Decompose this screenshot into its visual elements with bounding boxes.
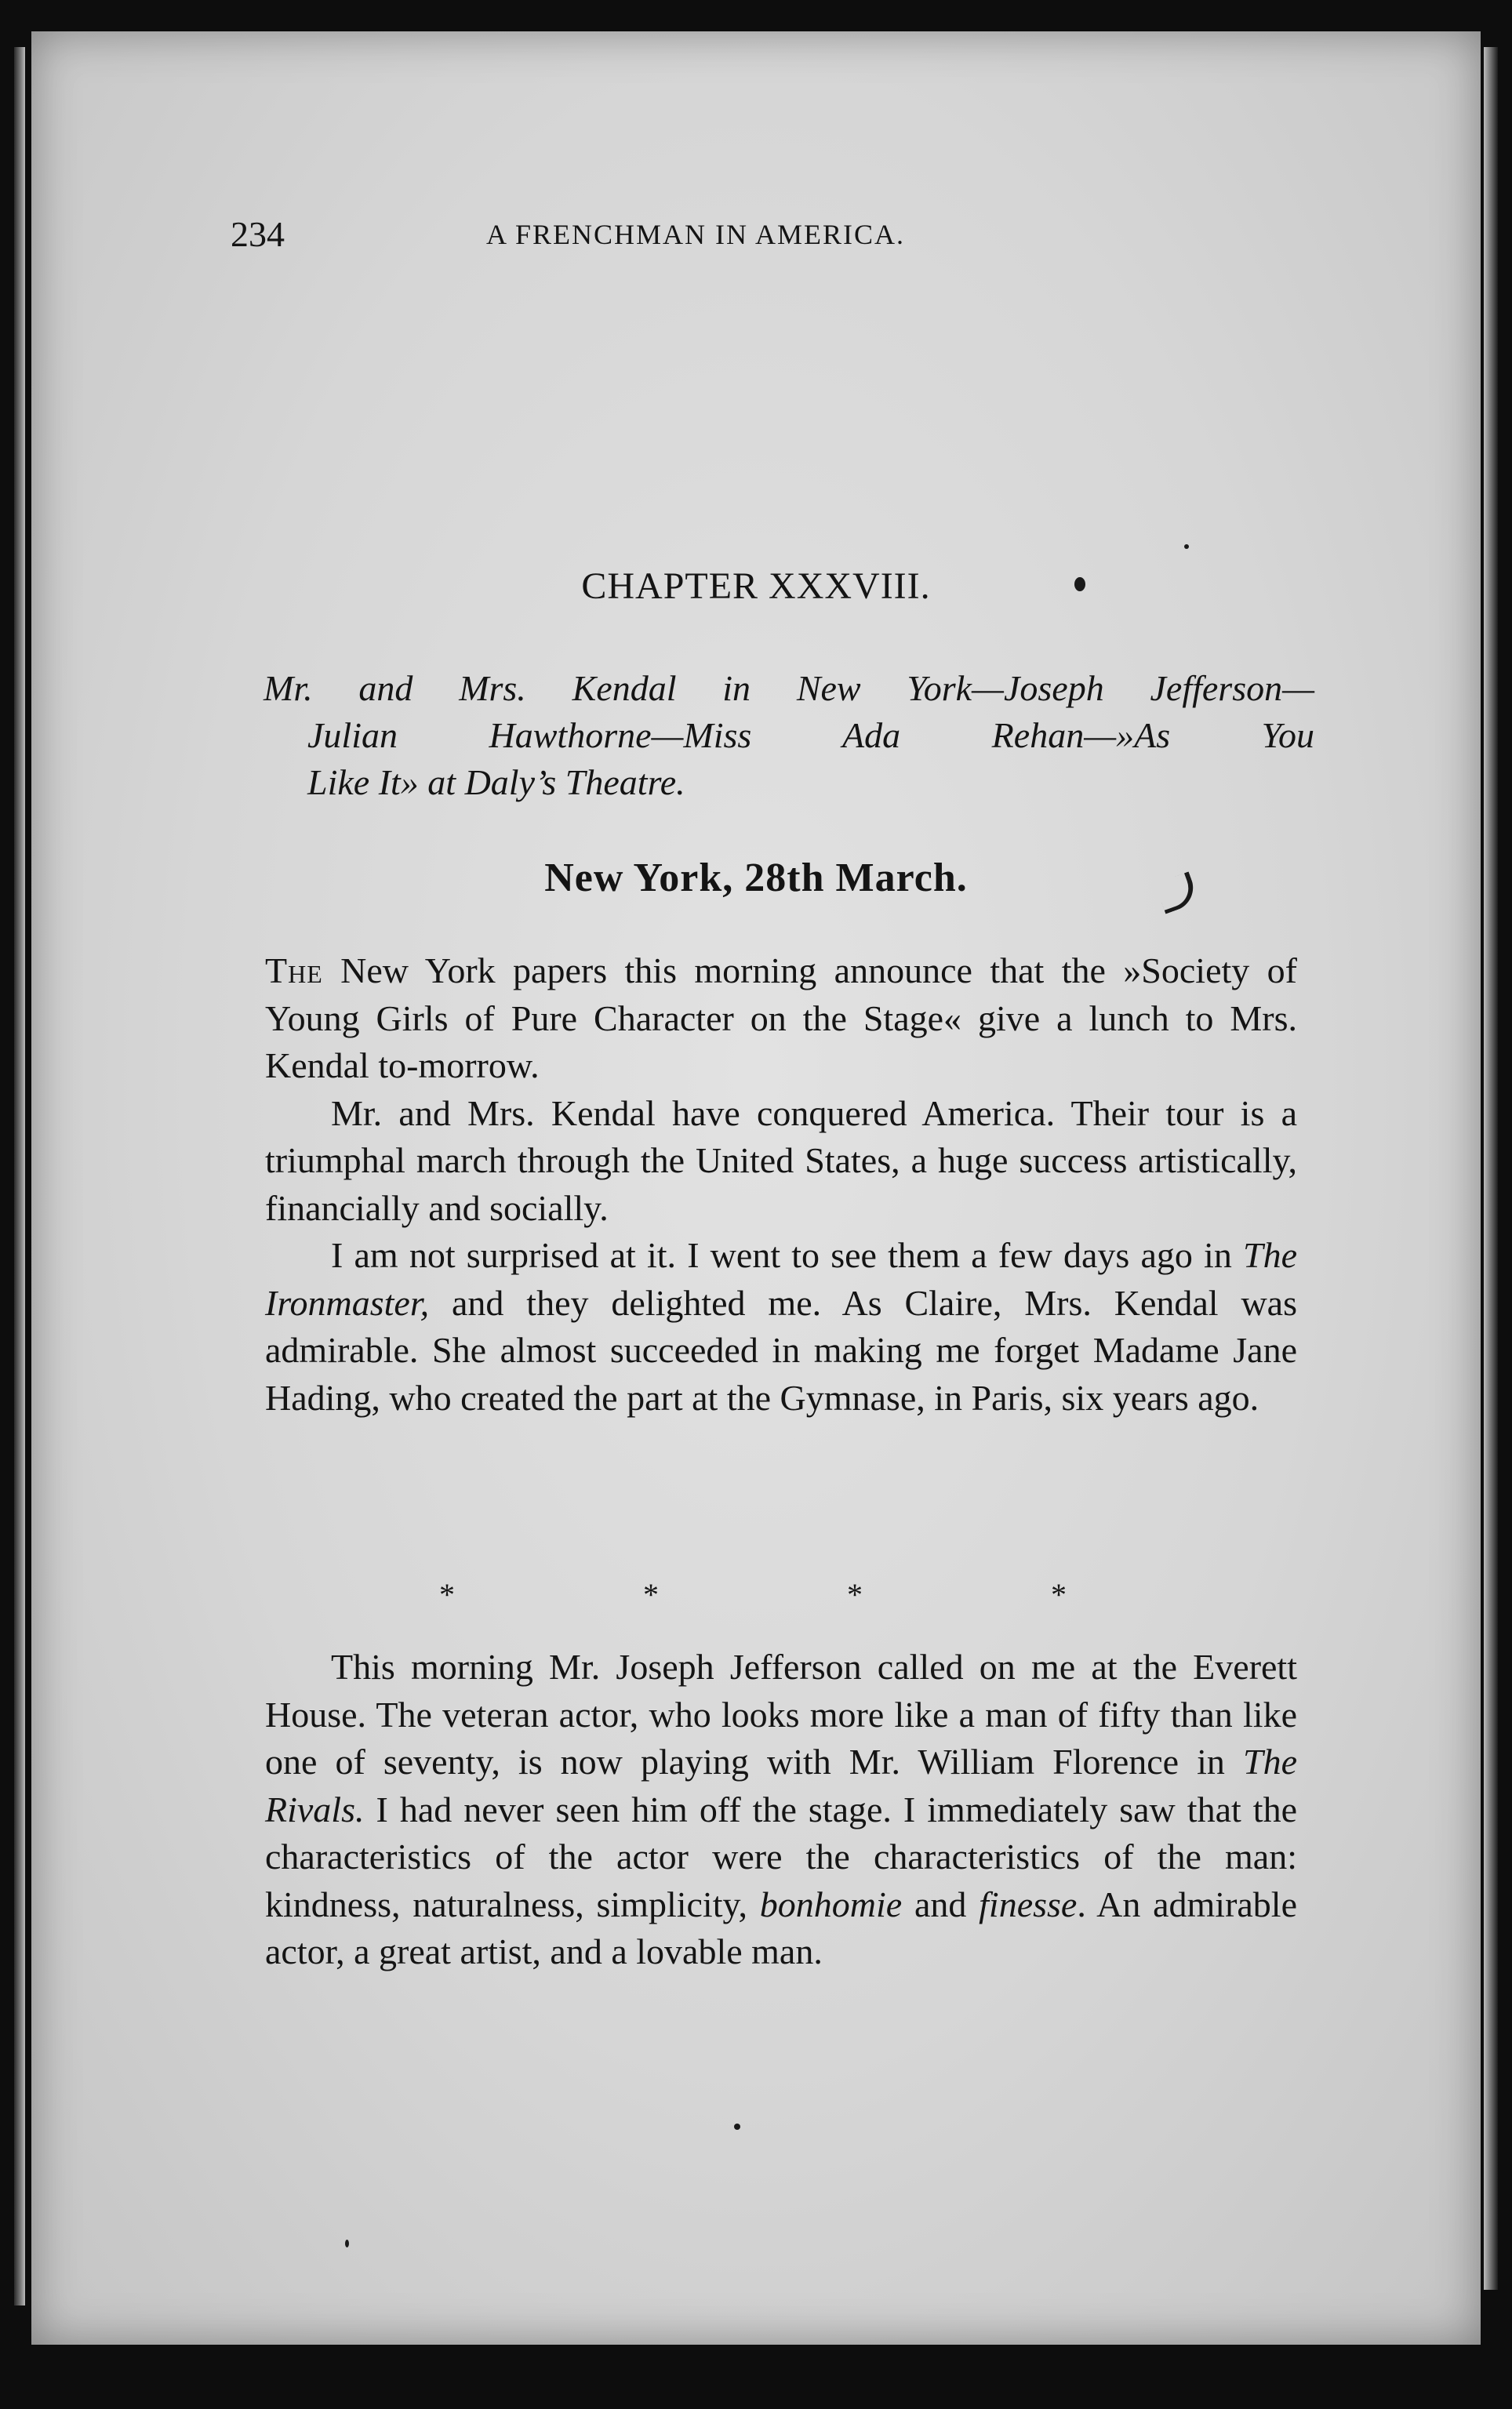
running-head [231, 213, 1093, 260]
asterisk: * [847, 1577, 863, 1612]
ink-speck [734, 2124, 740, 2130]
synopsis-line: Like It» at Daly’s Theatre. [307, 762, 685, 802]
running-title: A FRENCHMAN IN AMERICA. [486, 219, 906, 250]
paragraph: Mr. and Mrs. Kendal have conquered America. Their tour is a triumphal march through the United States, a huge success artistically, financially and socially. [265, 1092, 1297, 1228]
ink-speck [1074, 577, 1085, 591]
italic-title: The Rivals. [265, 1742, 1297, 1829]
body-section-2 [265, 1644, 1297, 1976]
asterisk: * [439, 1577, 455, 1612]
ink-speck [345, 2240, 349, 2247]
paragraph-text: This morning Mr. Joseph Jefferson called on me at the Everett House. The veteran actor, who looks more like a man of fifty than like one of seventy, is now playing with Mr. William Florence in [265, 1647, 1297, 1782]
paragraph-text: . An admirable actor, a great artist, and a lovable man. [265, 1884, 1297, 1971]
page-edge-right [1484, 47, 1498, 2290]
page-number: 234 [231, 214, 285, 254]
paragraph-text: New York papers this morning announce that the »Society of Young Girls of Pure Character on the Stage« give a lunch to Mrs. Kendal to-morrow. [265, 950, 1297, 1085]
chapter-title: CHAPTER XXXVIII. [581, 565, 931, 607]
synopsis-line: Julian Hawthorne—Miss Ada Rehan—»As You [307, 715, 1314, 755]
paragraph [265, 1232, 1297, 1422]
italic-title: The Ironmaster, [265, 1235, 1297, 1323]
paragraph [265, 1644, 1297, 1976]
chapter-synopsis [264, 665, 1314, 806]
ink-speck [1184, 544, 1189, 549]
paragraph-text: I had never seen him off the stage. I immediately saw that the characteristics of the actor were the characteristics of the man: kindness, naturalness, simplicity, [265, 1789, 1297, 1924]
paragraph-lead: The [265, 950, 323, 990]
paragraph [265, 947, 1297, 1090]
page-edge-left [14, 47, 25, 2305]
asterisk: * [643, 1577, 659, 1612]
paragraph-text: and [902, 1884, 980, 1924]
section-separator [439, 1576, 1067, 1613]
paragraph-text: I am not surprised at it. I went to see them a few days ago in [331, 1235, 1243, 1275]
asterisk: * [1051, 1577, 1067, 1612]
synopsis-line: Mr. and Mrs. Kendal in New York—Joseph Jefferson— [264, 668, 1314, 708]
italic-word: finesse [979, 1884, 1078, 1924]
date-heading: New York, 28th March. [544, 856, 968, 900]
body-section-1 [265, 947, 1297, 1422]
italic-word: bonhomie [759, 1884, 903, 1924]
paragraph-text: and they delighted me. As Claire, Mrs. Kendal was admirable. She almost succeeded in making me forget Madame Jane Hading, who created the part at the Gymnase, in Paris, six years ago. [265, 1282, 1297, 1418]
